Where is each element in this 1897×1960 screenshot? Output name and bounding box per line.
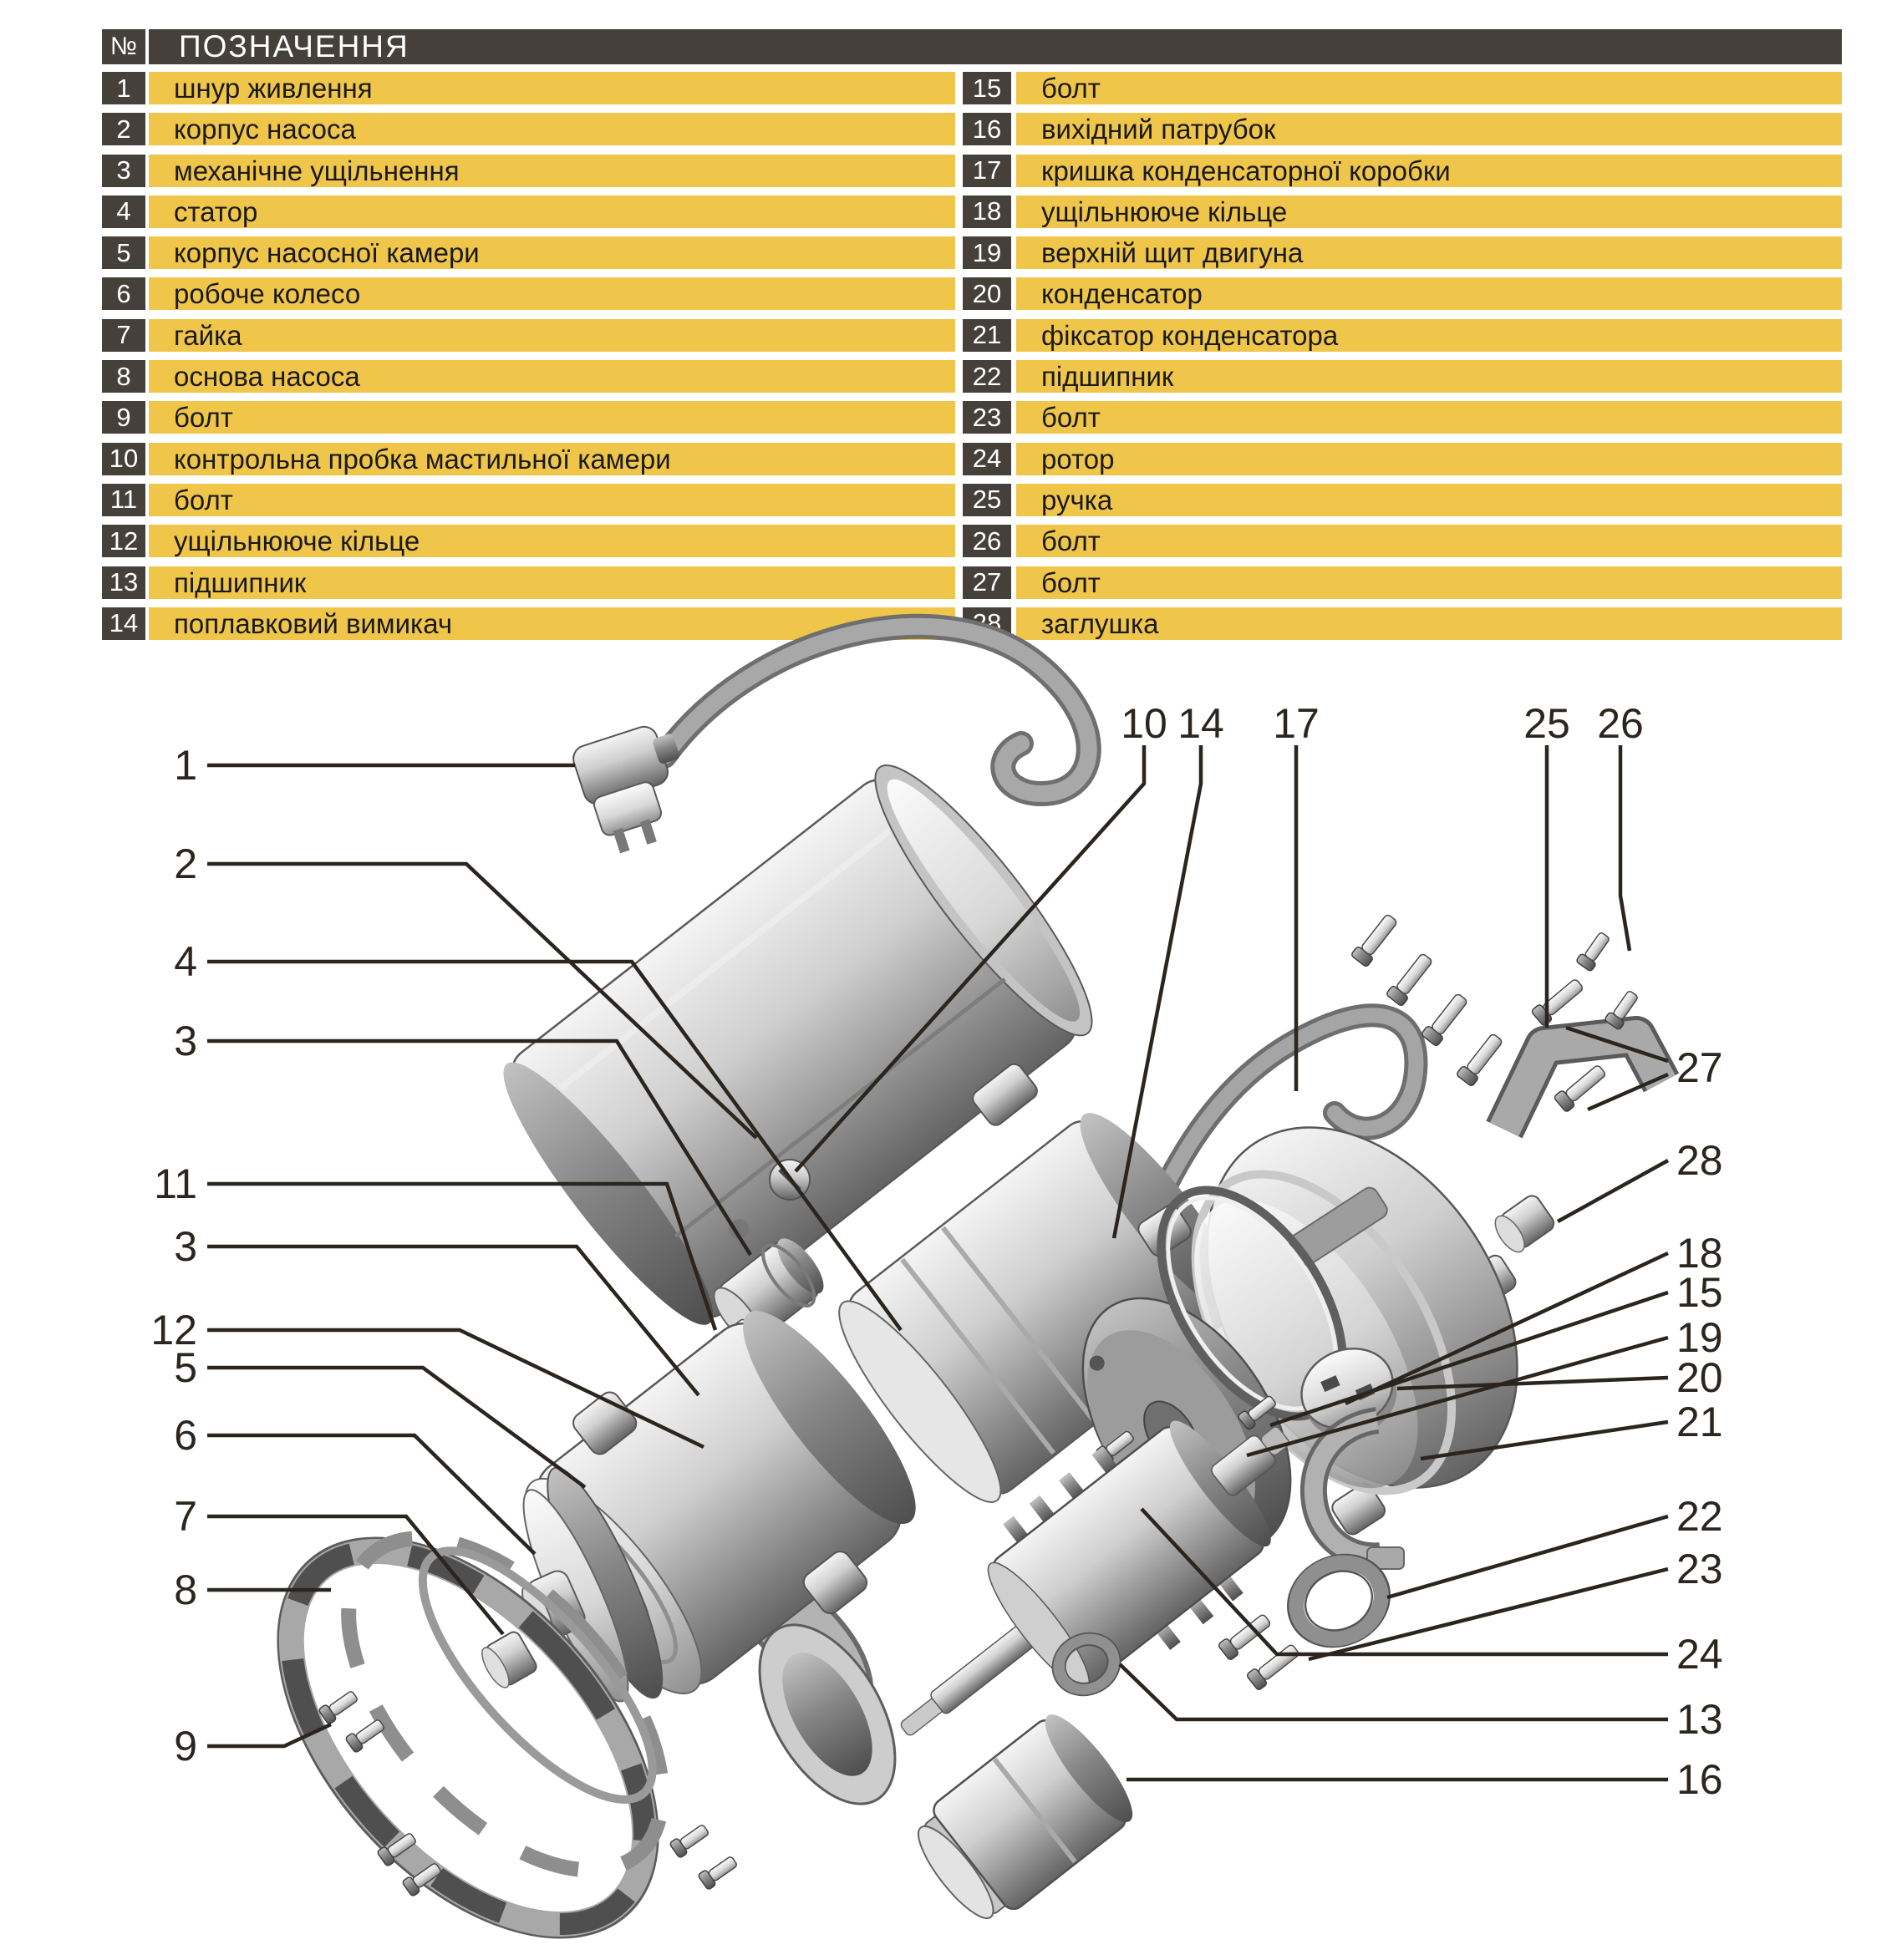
part-name-label: болт bbox=[149, 401, 955, 434]
part-name-label: гайка bbox=[149, 319, 955, 352]
part-name-label: поплавковий вимикач bbox=[149, 607, 955, 640]
part-name-label: ротор bbox=[1016, 443, 1842, 475]
part-name-label: болт bbox=[1016, 566, 1842, 599]
callout-number: 18 bbox=[1676, 1230, 1723, 1277]
bolts-26-part bbox=[1576, 930, 1641, 1030]
part-number-badge: 28 bbox=[963, 607, 1011, 640]
callout-number: 1 bbox=[174, 742, 197, 789]
part-number-badge: 24 bbox=[963, 443, 1011, 475]
part-number-badge: 7 bbox=[102, 319, 145, 352]
leader-line bbox=[1387, 1516, 1668, 1597]
part-number-badge: 19 bbox=[963, 236, 1011, 269]
part-name-label: болт bbox=[149, 484, 955, 516]
callout-25 bbox=[1523, 700, 1570, 1028]
part-name-label: корпус насосної камери bbox=[149, 236, 955, 269]
leader-line bbox=[1558, 1160, 1668, 1221]
power-cable-highlight bbox=[664, 627, 1089, 794]
callout-number: 8 bbox=[174, 1566, 197, 1613]
part-name-label: вихідний патрубок bbox=[1016, 113, 1842, 145]
part-name-label: кришка конденсаторної коробки bbox=[1016, 155, 1842, 187]
part-number-badge: 20 bbox=[963, 277, 1011, 310]
cover-screws bbox=[1350, 911, 1506, 1087]
part-name-label: фіксатор конденсатора bbox=[1016, 319, 1842, 352]
part-number-badge: 3 bbox=[102, 155, 145, 187]
part-number-badge: 15 bbox=[963, 72, 1011, 104]
part-name-label: болт bbox=[1016, 401, 1842, 434]
callout-26 bbox=[1597, 700, 1644, 951]
callout-number: 24 bbox=[1676, 1631, 1723, 1678]
leader-line bbox=[207, 1368, 585, 1487]
part-number-badge: 8 bbox=[102, 360, 145, 393]
zaglushka-part bbox=[1490, 1192, 1558, 1257]
part-name-label: шнур живлення bbox=[149, 72, 955, 104]
part-number-badge: 6 bbox=[102, 277, 145, 310]
part-name-label: болт bbox=[1016, 72, 1842, 104]
leader-line bbox=[207, 1247, 699, 1395]
part-number-badge: 23 bbox=[963, 401, 1011, 434]
part-name-label: підшипник bbox=[149, 566, 955, 599]
callout-number: 7 bbox=[174, 1493, 197, 1540]
callout-number: 9 bbox=[174, 1723, 197, 1770]
callout-number: 10 bbox=[1121, 700, 1167, 747]
leader-line bbox=[1120, 1664, 1668, 1719]
legend-number-header: № bbox=[102, 29, 145, 64]
callout-number: 13 bbox=[1676, 1696, 1723, 1743]
part-number-badge: 25 bbox=[963, 484, 1011, 516]
callout-number: 16 bbox=[1676, 1756, 1723, 1803]
part-name-label: підшипник bbox=[1016, 360, 1842, 393]
part-number-badge: 5 bbox=[102, 236, 145, 269]
leader-line bbox=[1620, 745, 1630, 951]
callout-28 bbox=[1558, 1137, 1723, 1221]
callout-number: 27 bbox=[1676, 1044, 1723, 1091]
callout-number: 6 bbox=[174, 1412, 197, 1459]
part-number-badge: 10 bbox=[102, 443, 145, 475]
callout-number: 5 bbox=[174, 1344, 197, 1391]
part-name-label: ущільнююче кільце bbox=[149, 525, 955, 557]
part-number-badge: 11 bbox=[102, 484, 145, 516]
part-number-badge: 13 bbox=[102, 566, 145, 599]
callout-6 bbox=[174, 1412, 535, 1554]
part-name-label: верхній щит двигуна bbox=[1016, 236, 1842, 269]
part-number-badge: 4 bbox=[102, 195, 145, 228]
callout-number: 14 bbox=[1177, 700, 1224, 747]
callout-number: 22 bbox=[1676, 1493, 1723, 1540]
part-number-badge: 22 bbox=[963, 360, 1011, 393]
callout-number: 20 bbox=[1676, 1354, 1723, 1401]
callout-number: 17 bbox=[1273, 700, 1320, 747]
callout-number: 12 bbox=[150, 1307, 197, 1353]
callout-number: 21 bbox=[1676, 1399, 1723, 1445]
part-name-label: механічне ущільнення bbox=[149, 155, 955, 187]
part-name-label: основа насоса bbox=[149, 360, 955, 393]
callout-number: 3 bbox=[174, 1223, 197, 1270]
part-name-label: статор bbox=[149, 195, 955, 228]
part-number-badge: 12 bbox=[102, 525, 145, 557]
part-number-badge: 1 bbox=[102, 72, 145, 104]
callout-number: 2 bbox=[174, 840, 197, 887]
callout-13 bbox=[1120, 1664, 1723, 1743]
part-name-label: корпус насоса bbox=[149, 113, 955, 145]
callout-number: 4 bbox=[174, 938, 197, 985]
part-number-badge: 2 bbox=[102, 113, 145, 145]
callout-number: 3 bbox=[174, 1018, 197, 1064]
callout-22 bbox=[1387, 1493, 1723, 1597]
part-name-label: робоче колесо bbox=[149, 277, 955, 310]
outlet-pipe-part bbox=[902, 1704, 1145, 1935]
callout-16 bbox=[1127, 1756, 1723, 1803]
callout-number: 28 bbox=[1676, 1137, 1723, 1184]
part-number-badge: 17 bbox=[963, 155, 1011, 187]
leader-line bbox=[1309, 1569, 1668, 1659]
part-number-badge: 27 bbox=[963, 566, 1011, 599]
leader-line bbox=[207, 1435, 535, 1554]
callout-number: 26 bbox=[1597, 700, 1644, 747]
part-number-badge: 21 bbox=[963, 319, 1011, 352]
part-name-label: ущільнююче кільце bbox=[1016, 195, 1842, 228]
callout-number: 25 bbox=[1523, 700, 1570, 747]
part-number-badge: 16 bbox=[963, 113, 1011, 145]
bolts-23-part bbox=[1218, 1611, 1302, 1691]
part-number-badge: 18 bbox=[963, 195, 1011, 228]
part-name-label: заглушка bbox=[1016, 607, 1842, 640]
callout-number: 19 bbox=[1676, 1314, 1723, 1361]
callout-number: 15 bbox=[1676, 1269, 1723, 1316]
part-name-label: ручка bbox=[1016, 484, 1842, 516]
part-number-badge: 9 bbox=[102, 401, 145, 434]
callout-number: 11 bbox=[154, 1160, 197, 1207]
callout-1 bbox=[174, 742, 575, 789]
callout-number: 23 bbox=[1676, 1546, 1723, 1592]
part-name-label: конденсатор bbox=[1016, 277, 1842, 310]
part-name-label: болт bbox=[1016, 525, 1842, 557]
legend-title-header: ПОЗНАЧЕННЯ bbox=[149, 29, 1842, 64]
part-number-badge: 26 bbox=[963, 525, 1011, 557]
part-number-badge: 14 bbox=[102, 607, 145, 640]
part-name-label: контрольна пробка мастильної камери bbox=[149, 443, 955, 475]
callout-5 bbox=[174, 1344, 585, 1487]
